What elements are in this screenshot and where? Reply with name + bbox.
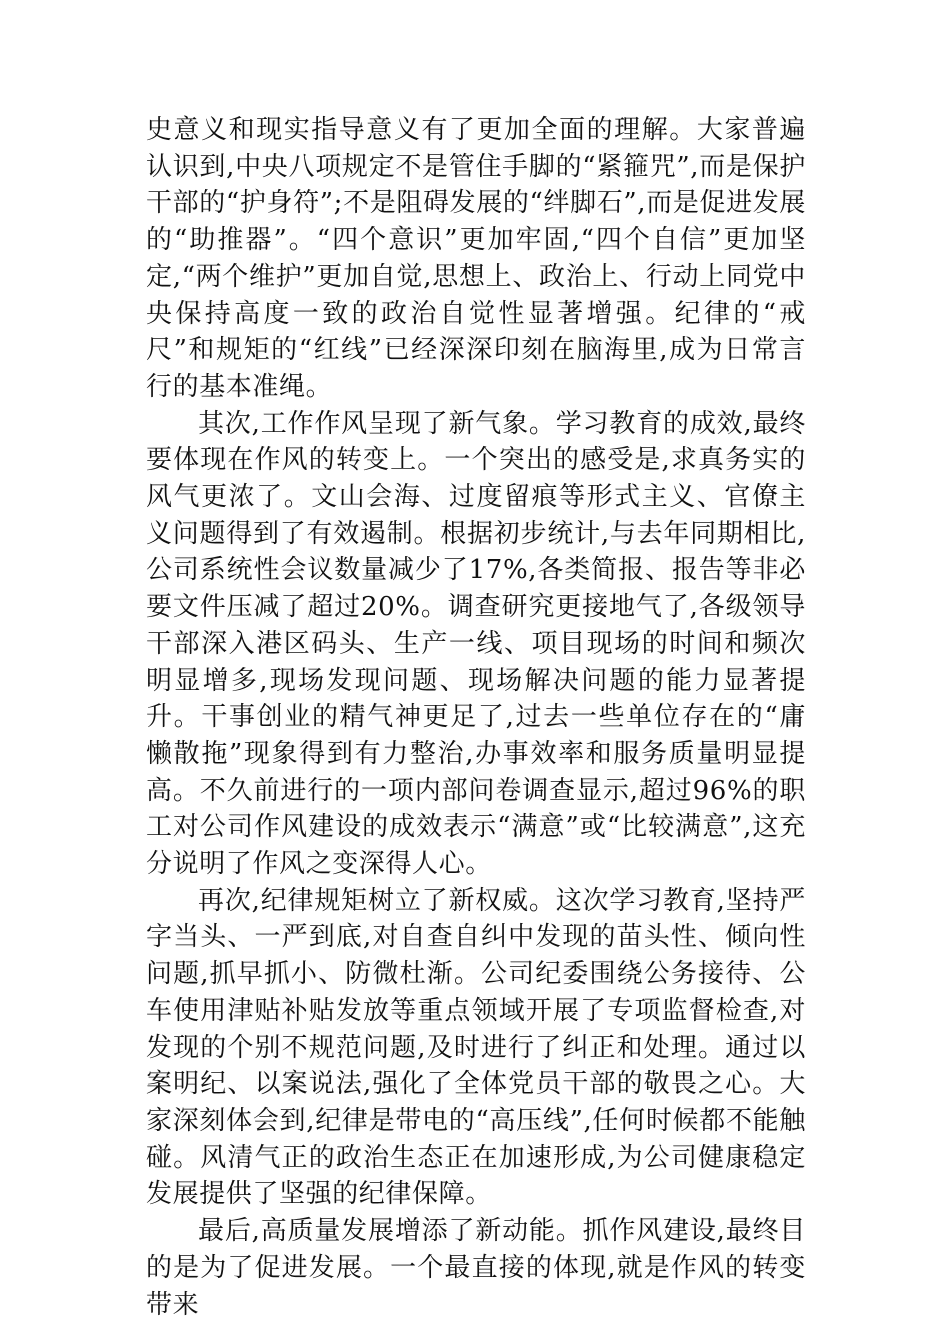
paragraph-discipline: 再次,纪律规矩树立了新权威。这次学习教育,坚持严字当头、一严到底,对自查自纠中发现的苗头性、倾向性问题,抓早抓小、防微杜渐。公司纪委围绕公务接待、公车使用津贴补贴发放等重点领域开展了专项监督检查,对发现的个别不规范问题,及时进行了纠正和处理。通过以案明纪、以案说法,强化了全体党员干部的敬畏之心。大家深刻体会到,纪律是带电的“高压线”,任何时候都不能触碰。风清气正的政治生态正在加速形成,为公司健康稳定发展提供了坚强的纪律保障。 <box>146 885 806 1210</box>
paragraph-continuation: 史意义和现实指导意义有了更加全面的理解。大家普遍认识到,中央八项规定不是管住手脚的“紧箍咒”,而是保护干部的“护身符”;不是阻碍发展的“绊脚石”,而是促进发展的“助推器”。“四个意识”更加牢固,“四个自信”更加坚定,“两个维护”更加自觉,思想上、政治上、行动上同党中央保持高度一致的政治自觉性显著增强。纪律的“戒尺”和规矩的“红线”已经深深印刻在脑海里,成为日常言行的基本准绳。 <box>146 115 806 402</box>
paragraph-work-style: 其次,工作作风呈现了新气象。学习教育的成效,最终要体现在作风的转变上。一个突出的感受是,求真务实的风气更浓了。文山会海、过度留痕等形式主义、官僚主义问题得到了有效遏制。根据初步统计,与去年同期相比,公司系统性会议数量减少了17%,各类简报、报告等非必要文件压减了超过20%。调查研究更接地气了,各级领导干部深入港区码头、生产一线、项目现场的时间和频次明显增多,现场发现问题、现场解决问题的能力显著提升。干事创业的精气神更足了,过去一些单位存在的“庸懒散拖”现象得到有力整治,办事效率和服务质量明显提高。不久前进行的一项内部问卷调查显示,超过96%的职工对公司作风建设的成效表示“满意”或“比较满意”,这充分说明了作风之变深得人心。 <box>146 408 806 880</box>
document-body <box>146 112 806 1323</box>
paragraph-development: 最后,高质量发展增添了新动能。抓作风建设,最终目的是为了促进发展。一个最直接的体现,就是作风的转变带来 <box>146 1216 806 1320</box>
